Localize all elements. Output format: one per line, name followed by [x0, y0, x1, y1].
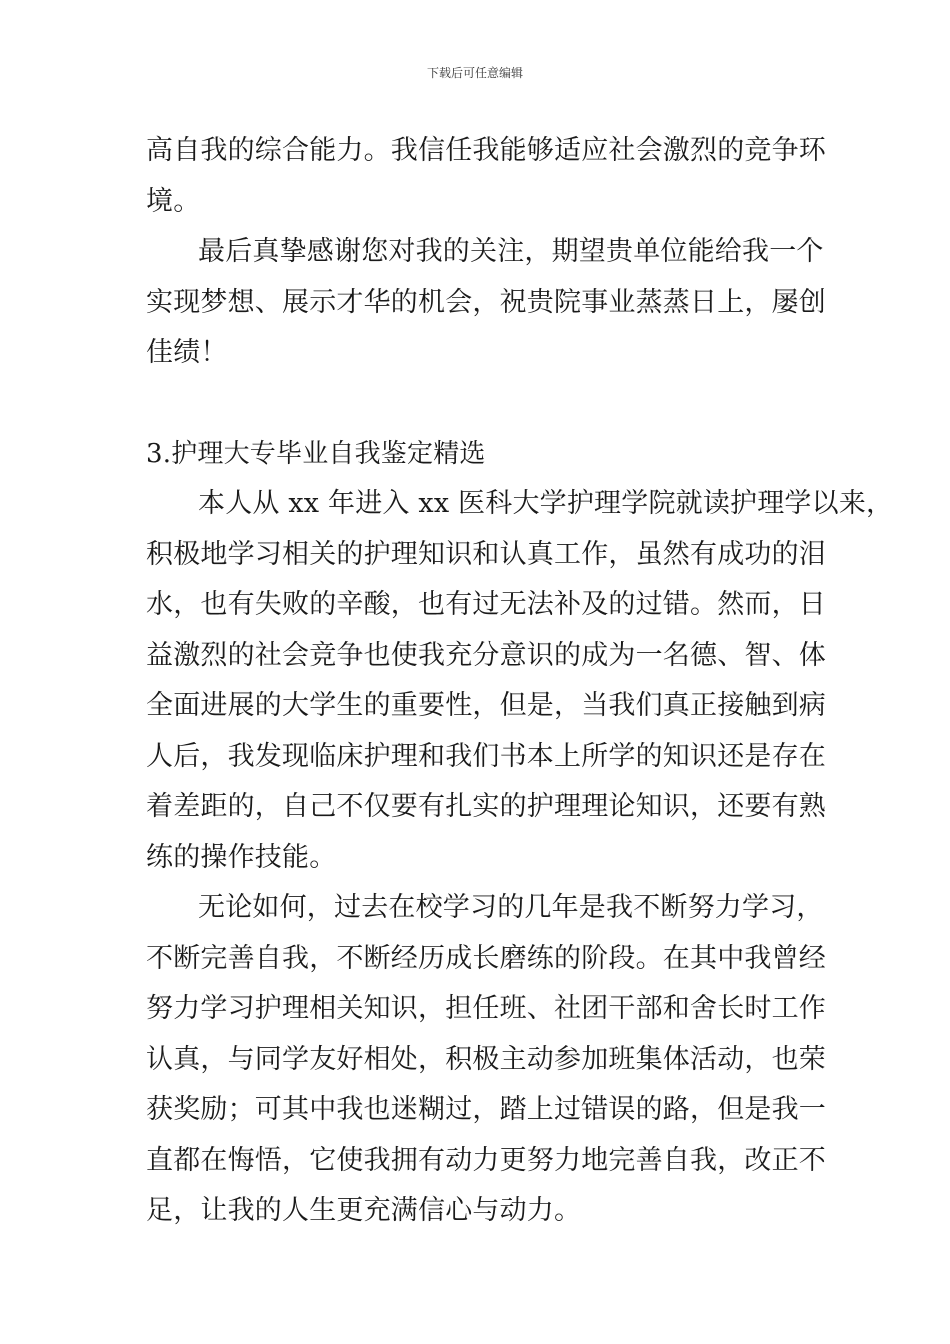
paragraph-line: 练的操作技能。 [146, 841, 337, 873]
paragraph-line: 积极地学习相关的护理知识和认真工作，虽然有成功的泪 [146, 538, 826, 570]
paragraph-line: 足，让我的人生更充满信心与动力。 [146, 1195, 582, 1226]
paragraph [146, 227, 826, 379]
paragraph [146, 126, 826, 227]
paragraph-line: 全面进展的大学生的重要性，但是，当我们真正接触到病 [146, 690, 826, 721]
paragraph-line: 直都在悔悟，它使我拥有动力更努力地完善自我，改正不 [146, 1144, 826, 1176]
paragraph-line: 益激烈的社会竞争也使我充分意识的成为一名德、智、体 [146, 639, 826, 671]
paragraph-line: 努力学习护理相关知识，担任班、社团干部和舍长时工作 [146, 993, 826, 1024]
section-spacer [146, 379, 816, 429]
paragraph-line: 无论如何，过去在校学习的几年是我不断努力学习， [198, 892, 824, 923]
paragraph-line: 境。 [146, 185, 201, 217]
paragraph-line: 着差距的，自己不仅要有扎实的护理理论知识，还要有熟 [146, 791, 826, 822]
page-header-note: 下载后可任意编辑 [426, 66, 523, 80]
paragraph-line: 获奖励；可其中我也迷糊过，踏上过错误的路，但是我一 [146, 1094, 826, 1125]
paragraph-line: 水，也有失败的辛酸，也有过无法补及的过错。然而，日 [146, 589, 826, 620]
paragraph-line: 认真，与同学友好相处，积极主动参加班集体活动，也荣 [146, 1043, 826, 1075]
document-body [146, 126, 894, 1237]
paragraph-line: 最后真挚感谢您对我的关注，期望贵单位能给我一个 [198, 236, 824, 267]
paragraph [146, 883, 826, 1237]
paragraph-line: 人后，我发现临床护理和我们书本上所学的知识还是存在 [146, 740, 826, 772]
paragraph-line: 本人从 xx 年进入 xx 医科大学护理学院就读护理学以来， [198, 488, 894, 519]
paragraph-line: 实现梦想、展示才华的机会，祝贵院事业蒸蒸日上，屡创 [146, 286, 826, 318]
paragraph-line: 不断完善自我，不断经历成长磨练的阶段。在其中我曾经 [146, 942, 826, 974]
section-heading: 3.护理大专毕业自我鉴定精选 [146, 438, 486, 469]
paragraph-line: 佳绩！ [146, 337, 228, 368]
paragraph [146, 479, 894, 883]
paragraph-line: 高自我的综合能力。我信任我能够适应社会激烈的竞争环 [146, 135, 826, 166]
